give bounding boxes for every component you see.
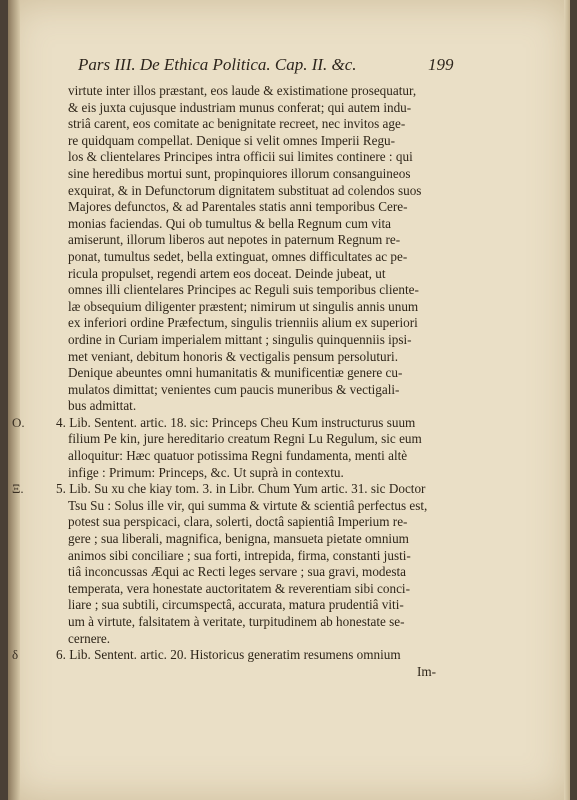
body-line: læ obsequium diligenter præstent; nimirum ut singulis annis unum bbox=[68, 298, 419, 314]
body-line: omnes illi clientelares Principes ac Reguli suis temporibus cliente- bbox=[68, 282, 419, 298]
body-line: ex inferiori ordine Præfectum, singulis trienniis alium ex superiori bbox=[68, 315, 418, 331]
margin-marker: O. bbox=[12, 414, 25, 430]
body-line: monias faciendas. Qui ob tumultus & bella Regnum cum vita bbox=[68, 215, 392, 231]
note-line: filium Pe kin, jure hereditario creatum Regni Lu Regulum, sic eum bbox=[68, 431, 422, 447]
margin-marker: δ bbox=[12, 647, 19, 663]
note-line: animos sibi conciliare ; sua forti, intrepida, firma, constanti justi- bbox=[68, 547, 411, 563]
note-line: 4. Lib. Sentent. artic. 18. sic: Princeps Cheu Kum instructurus suum bbox=[56, 414, 416, 430]
body-line: ricula propulset, regendi artem eos doceat. Deinde jubeat, ut bbox=[68, 265, 386, 281]
page-number: 199 bbox=[428, 55, 454, 74]
catchword: Im- bbox=[416, 663, 436, 679]
body-line: re quidquam compellat. Denique si velit omnes Imperii Regu- bbox=[68, 132, 396, 148]
note-line: Tsu Su : Solus ille vir, qui summa & virtute & scientiâ perfectus est, bbox=[68, 497, 428, 513]
note-line: tiâ inconcussas Æqui ac Recti leges servare ; sua gravi, modesta bbox=[68, 564, 407, 580]
note-line: um à virtute, falsitatem à veritate, turpitudinem ab honestate se- bbox=[68, 614, 405, 629]
page-binding-shadow bbox=[8, 0, 20, 800]
body-line: virtute inter illos præstant, eos laude & existimatione prosequatur, bbox=[68, 83, 417, 98]
body-line: mulatos dimittat; venientes cum paucis muneribus & vectigali- bbox=[68, 381, 400, 397]
note-line: temperata, vera honestate auctoritatem & reverentiam sibi conci- bbox=[68, 580, 410, 596]
body-line: Denique abeuntes omni humanitatis & munificentiæ genere cu- bbox=[68, 365, 403, 381]
running-title: Pars III. De Ethica Politica. Cap. II. &c. bbox=[78, 55, 357, 74]
footnote-6 bbox=[12, 647, 456, 664]
margin-marker: Ξ. bbox=[12, 481, 24, 497]
body-line: los & clientelares Principes intra officii sui limites continere : qui bbox=[68, 149, 413, 165]
note-line: 6. Lib. Sentent. artic. 20. Historicus generatim resumens omnium bbox=[56, 647, 401, 663]
body-paragraph bbox=[36, 83, 456, 415]
note-line: potest sua perspicaci, clara, solerti, doctâ sapientiâ Imperium re- bbox=[68, 514, 408, 530]
note-line: infige : Primum: Princeps, &c. Ut suprà in contextu. bbox=[68, 464, 344, 480]
body-line: ordine in Curiam imperialem mittant ; singulis quinquenniis ipsi- bbox=[68, 331, 412, 347]
body-line: exquirat, & in Defunctorum dignitatem substituat ad colendos suos bbox=[68, 182, 422, 198]
note-line: alloquitur: Hæc quatuor potissima Regni fundamenta, menti altè bbox=[68, 448, 408, 464]
note-line: cernere. bbox=[68, 630, 111, 646]
body-line: bus admittat. bbox=[68, 398, 137, 414]
body-line: striâ carent, eos comitate ac benignitate recreet, nec invitos age- bbox=[68, 116, 406, 132]
note-line: gere ; sua liberali, magnifica, benigna, mansueta pietate omnium bbox=[68, 531, 409, 547]
body-line: Majores defunctos, & ad Parentales statis anni temporibus Cere- bbox=[68, 199, 408, 215]
body-line: sine heredibus mortui sunt, propinquiores illorum consanguineos bbox=[68, 165, 411, 181]
note-line: liare ; sua subtili, circumspectâ, accurata, matura prudentiâ viti- bbox=[68, 597, 404, 613]
body-line: ponat, tumultus sedet, bella extinguat, omnes difficultates ac pe- bbox=[68, 248, 408, 264]
book-page bbox=[8, 0, 570, 800]
body-line: amiserunt, illorum liberos aut nepotes in paternum Regnum re- bbox=[68, 232, 401, 248]
footnote-4 bbox=[12, 414, 456, 481]
page-edge bbox=[564, 0, 570, 800]
body-line: & eis juxta cujusque industriam munus conferat; qui autem indu- bbox=[68, 99, 412, 115]
footnote-5 bbox=[12, 481, 456, 647]
note-line: 5. Lib. Su xu che kiay tom. 3. in Libr. Chum Yum artic. 31. sic Doctor bbox=[56, 481, 426, 497]
body-line: met veniant, debitum honoris & vectigalis pensum persoluturi. bbox=[68, 348, 398, 364]
text-block bbox=[12, 83, 456, 680]
